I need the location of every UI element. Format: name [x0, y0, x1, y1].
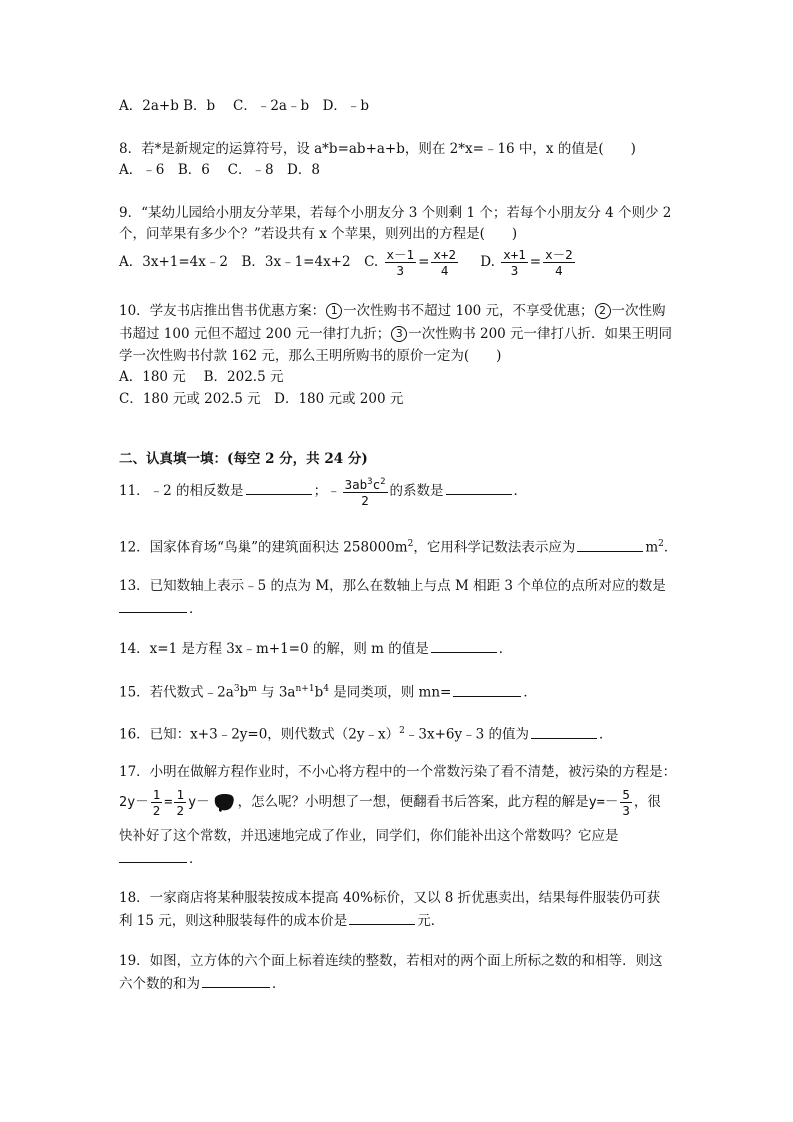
q10-text: 一次性购 [611, 303, 666, 319]
q15-text: ． [523, 684, 537, 701]
exponent: 2 [407, 539, 414, 549]
q7-options: A．2a+b B．b C．﹣2a﹣b D．﹣b [119, 98, 370, 114]
circled-number-2: 2 [595, 303, 611, 319]
circled-number-3: 3 [391, 326, 407, 342]
q11-text: 11．﹣2 的相反数是 [119, 483, 244, 499]
q17-text: ，很 [633, 794, 661, 810]
q13-line1: 13．已知数轴上表示﹣5 的点为 M，那么在数轴上与点 M 相距 3 个单位的点所对应的数是 [119, 578, 666, 594]
equation-term: y－ [187, 794, 210, 810]
q18-line1: 18．一家商店将某种服装按成本提高 40%标价，又以 8 折优惠卖出，结果每件服装仍可获 [119, 890, 661, 906]
q18-text: 利 15 元，则这种服装每件的成本价是 [119, 913, 348, 929]
q10-text: 一次性购书 200 元一律打八折．如果王明同 [408, 326, 673, 342]
q12-text: ，它用科学记数法表示应为 [413, 539, 576, 556]
answer-blank[interactable] [431, 638, 497, 653]
fraction-term: 3ab [344, 477, 368, 493]
circled-number-1: 1 [326, 303, 342, 319]
q19-text: ． [272, 976, 286, 992]
exponent: 2 [399, 726, 405, 736]
answer-blank[interactable] [202, 973, 270, 988]
q16-line [119, 721, 613, 745]
answer-blank[interactable] [577, 537, 643, 552]
q16-text: ﹣3x+6y﹣3 的值为 [404, 726, 529, 743]
fraction-denominator: 4 [555, 263, 563, 278]
exponent: 3 [233, 684, 240, 694]
fraction-numerator: x－1 [386, 247, 415, 262]
q9-option-d-left-fraction [501, 247, 528, 278]
q18-text: 元． [417, 913, 445, 929]
section-title: 二、认真填一填：(每空 2 分，共 24 分) [119, 451, 368, 467]
q11-text: ． [513, 483, 528, 499]
fraction-denominator: 2 [176, 803, 184, 818]
q9-stem-line1: 9．“某幼儿园给小朋友分苹果，若每个小朋友分 3 个则剩 1 个；若每个小朋友分 4 个则少 2 [119, 205, 672, 221]
answer-blank[interactable] [531, 724, 597, 739]
q17-line4 [119, 848, 203, 869]
fraction-numerator: x－2 [545, 247, 573, 262]
answer-blank[interactable] [349, 910, 415, 925]
fraction-numerator: 1 [176, 787, 184, 802]
q14-line [119, 638, 512, 659]
q10-text: 10．学友书店推出售书优惠方案： [119, 303, 326, 319]
q11-text: 的系数是 [389, 483, 444, 499]
exponent: 2 [380, 476, 386, 487]
fraction-numerator: x+1 [503, 247, 526, 262]
q12-text: m [645, 539, 659, 556]
solution-term: y=－ [588, 794, 619, 810]
q10-options-cd: C．180 元或 202.5 元 D．180 元或 200 元 [119, 391, 404, 407]
fraction-denominator: 3 [622, 803, 630, 818]
fraction-denominator: 2 [361, 493, 369, 509]
fraction-numerator: x+2 [433, 247, 456, 262]
q10-text: 一次性购书不超过 100 元，不享受优惠； [343, 303, 594, 319]
q17-solution-fraction [620, 787, 632, 818]
fraction-numerator: 1 [152, 787, 161, 802]
fraction-denominator: 3 [396, 263, 405, 278]
fraction-denominator: 4 [440, 263, 449, 278]
q9-option-c-left-fraction [385, 247, 417, 278]
q17-text: ． [189, 851, 203, 867]
q13-line2 [119, 598, 203, 619]
q8-stem: 8．若*是新规定的运算符号，设 a*b=ab+a+b，则在 2*x=﹣16 中，x 的值是( ) [119, 141, 636, 157]
q10-line3: 学一次性购书付款 162 元，那么王明所购书的原价一定为( ) [119, 348, 502, 364]
q12-text: 12．国家体育场“鸟巢”的建筑面积达 258000m [119, 539, 408, 556]
q15-text: b [239, 684, 249, 701]
equals-sign: = [164, 794, 173, 810]
q15-text: b [314, 684, 324, 701]
q15-line [119, 679, 537, 703]
q18-line2 [119, 910, 444, 931]
q9-option-d-label: D. [480, 254, 495, 270]
equals-sign: = [529, 254, 542, 270]
q14-text: ． [498, 641, 513, 657]
q19-line1: 19．如图，立方体的六个面上标着连续的整数，若相对的两个面上所标之数的和相等．则这 [119, 953, 663, 969]
exponent: 2 [658, 539, 664, 549]
exponent: n+1 [295, 684, 315, 694]
q15-text: 与 3a [256, 684, 296, 701]
fraction-denominator: 2 [152, 803, 161, 818]
ink-blot-icon [213, 793, 235, 812]
q11-fraction [343, 475, 388, 508]
answer-blank[interactable] [246, 480, 312, 495]
fraction-term: c [372, 477, 381, 493]
q10-options-ab: A．180 元 B．202.5 元 [119, 369, 284, 385]
fraction-numerator: 5 [622, 787, 630, 802]
q17-text: ，怎么呢？小明想了一想，便翻看书后答案，此方程的解是 [237, 794, 589, 810]
q9-option-c-right-fraction [431, 247, 458, 278]
q17-line1: 17．小明在做解方程作业时，不小心将方程中的一个常数污染了看不清楚，被污染的方程是： [119, 764, 677, 780]
answer-blank[interactable] [453, 682, 521, 697]
q10-text: 书超过 100 元但不超过 200 元一律打九折； [119, 326, 391, 342]
q17-fraction-2 [174, 787, 186, 818]
q10-line2 [119, 324, 672, 344]
q16-text: 16．已知：x+3﹣2y=0，则代数式（2y﹣x） [119, 726, 400, 743]
q9-stem-line2: 个，问苹果有多少个？”若设共有 x 个苹果，则列出的方程是( ) [119, 226, 518, 242]
q12-text: ． [663, 539, 678, 556]
fraction-denominator: 3 [510, 263, 519, 278]
q9-option-d-right-fraction [543, 247, 575, 278]
q17-line3: 快补好了这个常数，并迅速地完成了作业，同学们，你们能补出这个常数吗？它应是 [119, 828, 619, 844]
q11-text: ；﹣ [313, 483, 341, 499]
equation-term: 2y－ [119, 794, 149, 810]
exponent: 3 [367, 476, 373, 487]
q11-line [119, 473, 527, 509]
q9-options-ab: A．3x+1=4x﹣2 B．3x﹣1=4x+2 C. [119, 254, 379, 270]
q15-text: 15．若代数式﹣2a [119, 684, 234, 701]
q19-text: 六个数的和为 [119, 976, 200, 992]
q9-options [119, 245, 577, 279]
exponent: m [248, 684, 257, 694]
q13-text: ． [189, 601, 203, 617]
answer-blank[interactable] [119, 598, 187, 613]
q15-text: 是同类项，则 mn= [328, 684, 452, 701]
q10-line1 [119, 301, 666, 321]
fraction-numerator [343, 475, 388, 493]
exponent: 4 [323, 684, 329, 694]
q8-options: A．﹣6 B．6 C．﹣8 D．8 [119, 162, 320, 178]
equals-sign: = [418, 254, 430, 270]
answer-blank[interactable] [119, 848, 187, 863]
q16-text: ． [599, 726, 613, 743]
q17-fraction-1 [151, 787, 163, 818]
q17-line2 [119, 784, 661, 820]
answer-blank[interactable] [446, 480, 512, 495]
q19-line2 [119, 973, 286, 994]
q12-line [119, 534, 677, 558]
q14-text: 14．x=1 是方程 3x﹣m+1=0 的解，则 m 的值是 [119, 641, 429, 657]
